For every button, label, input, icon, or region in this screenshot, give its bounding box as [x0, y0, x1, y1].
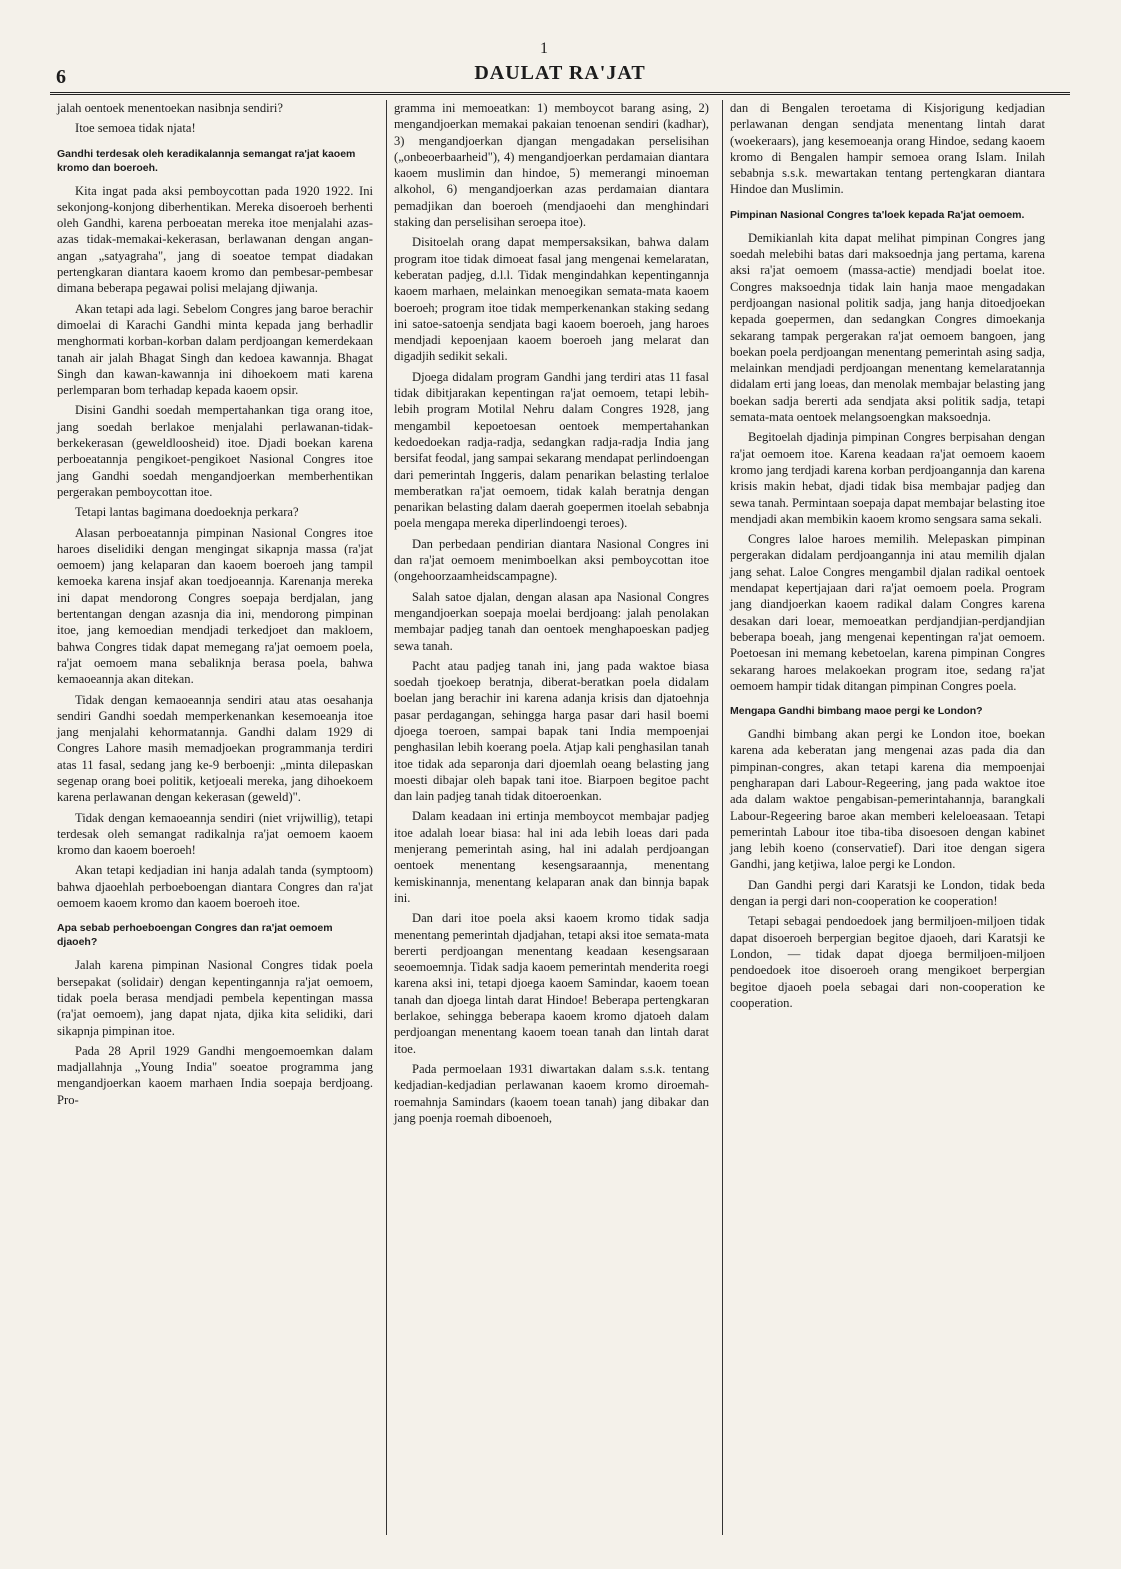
page-number: 6 — [56, 66, 66, 88]
newspaper-page — [50, 40, 1070, 1540]
paragraph: dan di Bengalen teroetama di Kisjorigung kedjadian perlawanan dengan sendjata menentang lintah darat (woekeraars), jang kesemoeanja orang Hindoe, sedang kaoem kromo di Bengalen hampir semoea orang Islam. Inilah sebabnja s.s.k. mewartakan tentang pertengkaran diantara Hindoe dan Muslimin. — [730, 101, 1045, 197]
paragraph: Demikianlah kita dapat melihat pimpinan Congres jang soedah melebihi batas dari maksoednja jang pertama, karena aksi ra'jat oemoem (massa-actie) mendjadi boelat itoe. Congres maksoednja tidak lain hanja maoe mengadakan perdjoangan nasional politik sadja, jang hanja ditoedjoekan kepada goepermen, dan sedangkan Congres dimoekanja sekarang tampak pergerakan ra'jat oemoem bangoen, jang boekan poela perdjoangan menentang pemerintah asing sadja, melainkan mendjadi perdjoangan menentang kemelaratannja didalam erti jang loeas, dan menolak membajar belasting jang boekan sadja bererti ada sendjata aksi politik sadja, tetapi semata-mata oentoek melangsoengkan maksoednja. — [730, 230, 1045, 425]
paragraph: Kita ingat pada aksi pemboycottan pada 1920 1922. Ini sekonjong-konjong diberhentikan. Mereka disoeroeh berhenti oleh Gandhi, karena perboeatan mereka itoe menjalahi azas-azas tidak-memakai-kekerasan, berlawanan dengan angan-angan „satyagraha", jang di soeatoe tempat diadakan pertengkaran diantara kaoem kromo dan pembesar-pembesar dimana beberapa pegawai polisi melajang djiwanja. — [57, 183, 373, 296]
paragraph: Dan dari itoe poela aksi kaoem kromo tidak sadja menentang pemerintah djadjahan, tetapi aksi itoe semata-mata bererti perdjoangan menentang keadaan kesengsaraan seoemoemnja. Tidak sadja kaoem pemerintah menderita roegi karena aksi ini, tetapi djoega kaoem Samindar, kaoem toean tanah dan djoega lintah darat Hindoe! Beberapa pertengkaran berlakoe, sehingga beberapa kaoem kromo djatoeh dalam perdjoangan menentang kaoem toean tanah dan lintah darat itoe. — [394, 911, 709, 1056]
paragraph: Gandhi bimbang akan pergi ke London itoe, boekan karena ada keberatan jang mengenai azas pada dia dan pimpinan-congres, akan tetapi karena dia mempoenjai pengharapan dari Labour-Regeering, jang pada waktoe itoe ada dalam waktoe pengabisan-pemerintahannja, barangkali Labour-Regeering baroe akan memberi keleloeasaan. Tetapi pemerintah Labour itoe tiba-tiba disoesoen dengan kabinet jang lebih koeno (conservatief). Dari itoe dengan sigera Gandhi, jang ketjiwa, laloe pergi ke London. — [730, 727, 1045, 872]
paragraph: Disitoelah orang dapat mempersaksikan, bahwa dalam program itoe tidak dimoeat fasal jang mengenai kemelaratan, keberatan padjeg, d.l.l. Tidak mengindahkan kepentingannja kaoem marhaen, melainkan menoegikan semata-mata kaoem boeroeh; program itoe tidak memperkenankan staking sedang ini satoe-satoenja sendjata bagi kaoem boeroeh, jang haroes mendjadi kepoenjaan kaoem boeroeh jang melarat dan digadjih sedikit sekali. — [394, 235, 709, 364]
paragraph: Tetapi lantas bagimana doedoeknja perkara? — [75, 505, 299, 520]
section-heading: Mengapa Gandhi bimbang maoe pergi ke London? — [730, 705, 983, 718]
column-2 — [386, 100, 716, 1535]
paragraph: Pada 28 April 1929 Gandhi mengoemoemkan dalam madjallahnja „Young India" soeatoe programma jang mengandjoerkan kaoem marhaen India soepaja berdjoang. Pro- — [57, 1043, 373, 1107]
column-1 — [50, 100, 380, 1535]
paragraph: Itoe semoea tidak njata! — [75, 121, 196, 136]
paragraph: Congres laloe haroes memilih. Melepaskan pimpinan pergerakan didalam perdjoangannja ini atau memilih djalan jang sehat. Laloe Congres mengambil djalan radikal oentoek mendapat kepertjajaan dari ra'jat oemoem poela. Program jang diandjoerkan kaoem radikal dalam Congres karena desakan dari loear, memoeatkan perdjandjian-perdjandjian beberapa boeah, jang mengenai kepentingan ra'jat oemoem. Poetoesan ini memang kebetoelan, karena pimpinan Congres sekarang haroes melakoekan program itoe, sedang ra'jat oemoem hampir tidak ditangan pimpinan Congres poela. — [730, 532, 1045, 693]
paragraph: Pacht atau padjeg tanah ini, jang pada waktoe biasa soedah tjoekoep beratnja, diberat-beratkan poela didalam boelan jang berachir ini karena adanja krisis dan djatoehnja pasar perdagangan, sehingga harga pasar dari hasil boemi djoega toeroen, sampai bapak tani India mempoenjai penghasilan lebih koerang poela. Atjap kali penghasilan tanah itoe tidak ada separonja dari djoemlah oeang belasting jang moesti dibajar oleh bapak tani itoe. Biarpoen begitoe pacht dan lain padjeg tanah tidak ditoeroenkan. — [394, 658, 709, 804]
paragraph: Alasan perboeatannja pimpinan Nasional Congres itoe haroes diselidiki dengan mengingat sikapnja massa (ra'jat oemoem) jang kelaparan dan kaoem boeroeh jang tampil kemoeka karena insjaf akan toedjoeannja. Karenanja mereka ini dapat mendorong Congres soepaja berdjalan, jang bertentangan dengan azasnja dia ini, mendorong pimpinan itoe, jang kemoedian mendjadi terkedjoet dan makloem, bahwa Congres tidak dapat memegang ra'jat oemoem poela, ra'jat oemoem mana sebaliknja berasa poela, bahwa kemaoeannja akan ditekan. — [57, 525, 373, 687]
column-3 — [722, 100, 1052, 1535]
page-header — [50, 40, 1070, 95]
paragraph: jalah oentoek menentoekan nasibnja sendiri? — [57, 101, 283, 115]
paragraph: Begitoelah djadinja pimpinan Congres berpisahan dengan ra'jat oemoem itoe. Karena keadaan ra'jat oemoem kaoem kromo jang terdjadi karena korban perdjoangannja dan karena krisis makin hebat, djadi tidak bisa membajar padjeg dan sewa tanah. Permintaan soepaja dapat membajar belasting itoe mendjadi akan membikin kaoem kromo sengsara sama sekali. — [730, 430, 1045, 526]
paragraph: Tetapi sebagai pendoedoek jang bermiljoen-miljoen tidak dapat disoeroeh berpergian begitoe djaoeh, dari Karatsji ke London, — tidak dapat djoega bermiljoen-miljoen pendoedoek itoe disoeroeh orang mengikoet berpergian begitoe djaoeh poela sebagai dari non-cooperation ke cooperation. — [730, 914, 1045, 1010]
section-heading: Pimpinan Nasional Congres ta'loek kepada Ra'jat oemoem. — [730, 208, 1025, 221]
paragraph: Dalam keadaan ini ertinja memboycot membajar padjeg itoe adalah loear biasa: hal ini ada lebih loeas dari pada menjerang pemerintah asing, hal ini adalah perdjoangan oentoek menentang kesengsaraannja, menentang kemiskinannja, menentang kelaparan anak dan binnja bapak ini. — [394, 809, 709, 905]
article-columns — [50, 100, 1070, 1535]
paragraph: Djoega didalam program Gandhi jang terdiri atas 11 fasal tidak dibitjarakan kepentingan ra'jat oemoem, tetapi lebih-lebih program Motilal Nehru dalam Congres 1928, jang mengambil kepoetoesan oentoek mempertahankan kedoedoekan radja-radja, sedangkan radja-radja India jang bersifat feodal, jang sampai sekarang mendapat perlindoengan dari pemerintah Inggeris, dalam penarikan belasting terlaloe memberatkan ra'jat oemoem, tidak kalah beratnja dengan penarikan belasting dalam daerah goepermen itoelah sebabnja poela mengapa mereka diperlindoengi teroes). — [394, 369, 709, 531]
paragraph: Jalah karena pimpinan Nasional Congres tidak poela bersepakat (solidair) dengan kepentingannja ra'jat oemoem, tidak poela berasa mendjadi pembela kepentingan massa (ra'jat oemoem), jang dapat njata, djika kita selidiki, dari sikapnja pimpinan itoe. — [57, 958, 373, 1038]
top-mark: 1 — [540, 40, 548, 57]
masthead: DAULAT RA'JAT — [474, 62, 646, 84]
paragraph: Akan tetapi ada lagi. Sebelom Congres jang baroe berachir dimoelai di Karachi Gandhi minta kepada jang berhadlir menghormati korban-korban dalam perdjoangan kemerdekaan tanah air jalah Bhagat Singh dan kedoea kawannja. Bhagat Singh dan kawan-kawannja ini dihoekoem mati karena perlemparan bom terhadap kepada kaoem opsir. — [57, 301, 373, 398]
paragraph: gramma ini memoeatkan: 1) memboycot barang asing, 2) mengandjoerkan memakai pakaian tenoenan sendiri (kadhar), 3) mengandjoerkan djangan mengadakan perselisihan („onbeoerbaarheid"), 4) mengandjoerkan perdamaian diantara kaoem muslimin dan hindoe, 5) memerangi minoeman alkohol, 6) mengandjoerkan azas perdamaian diantara pemadjikan dan boeroeh (mendjaoehi dan menghindari staking dan perselisihan seroepa itoe). — [394, 101, 709, 230]
section-heading: Gandhi terdesak oleh keradikalannja semangat ra'jat kaoem kromo dan boeroeh. — [57, 147, 356, 174]
paragraph: Salah satoe djalan, dengan alasan apa Nasional Congres mengandjoerkan soepaja moelai berdjoang: jalah penolakan membajar padjeg tanah dan oentoek menghapoeskan padjeg sewa tanah. — [394, 589, 709, 653]
paragraph: Pada permoelaan 1931 diwartakan dalam s.s.k. tentang kedjadian-kedjadian perlawanan kaoem kromo diroemah-roemahnja Samindars (kaoem toean tanah) jang dibakar dan jang poenja roemah diboenoeh, — [394, 1061, 709, 1125]
section-heading: Apa sebab perhoeboengan Congres dan ra'jat oemoem djaoeh? — [57, 922, 333, 949]
paragraph: Dan Gandhi pergi dari Karatsji ke London, tidak beda dengan ia pergi dari non-cooperation ke cooperation! — [730, 877, 1045, 909]
paragraph: Akan tetapi kedjadian ini hanja adalah tanda (symptoom) bahwa djaoehlah perboeboengan diantara Congres dan ra'jat oemoem kaoem kromo dan kaoem boeroeh itoe. — [57, 863, 373, 911]
paragraph: Tidak dengan kemaoeannja sendiri atau atas oesahanja sendiri Gandhi soedah memperkenankan kesemoeanja itoe jang menjalahi kehormatannja. Gandhi dalam 1929 di Congres Lahore masih memadjoekan programmanja terdiri atas 11 fasal, sedang jang ke-9 berboenji: „minta dilepaskan segenap orang boei politik, ketjoeali mereka, jang dihoekoem karena perlawanan dengan kekerasan (geweld)". — [57, 692, 373, 805]
paragraph: Disini Gandhi soedah mempertahankan tiga orang itoe, jang soedah berlakoe menjalahi perlawanan-tidak-berkekerasan (geweldloosheid) itoe. Djadi boekan karena perboeatannja pengikoet-pengikoet Nasional Congres itoe jang Gandhi soedah mengandjoerkan memberhentikan pergerakan pemboycottan itoe. — [57, 403, 373, 499]
paragraph: Dan perbedaan pendirian diantara Nasional Congres ini dan ra'jat oemoem menimboelkan aksi pemboycottan itoe (ongehoorzaamheidscampagne). — [394, 536, 709, 584]
paragraph: Tidak dengan kemaoeannja sendiri (niet vrijwillig), tetapi terdesak oleh semangat radikalnja ra'jat oemoem kaoem kromo dan kaoem boeroeh! — [57, 810, 373, 858]
